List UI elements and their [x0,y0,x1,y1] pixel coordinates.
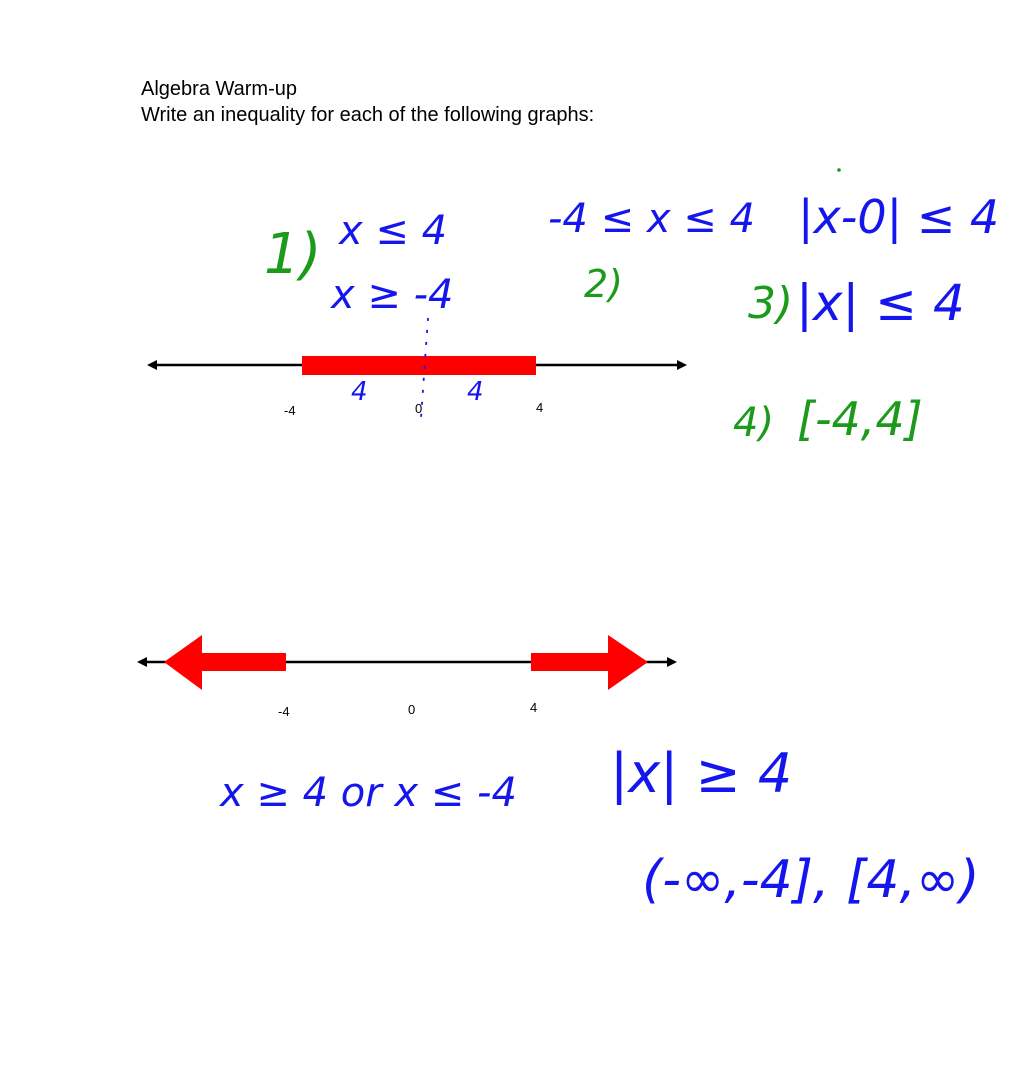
answer-compound-inequality: x ≥ 4 or x ≤ -4 [220,770,517,816]
tick-label-neg4-g1: -4 [284,403,296,418]
axis-arrow-left-1 [147,360,157,370]
answer-interval-notation: (-∞,-4], [4,∞) [642,850,980,910]
answer-number-1: 1) [264,222,322,287]
answer-3-absolute: |x| ≤ 4 [796,274,965,332]
answer-1-line-1: x ≤ 4 [339,208,448,254]
shaded-ray-right [531,635,648,690]
answer-number-4: 4) [733,400,775,446]
axis-arrow-left-2 [137,657,147,667]
shaded-ray-left [164,635,286,690]
answer-absolute-inequality: |x| ≥ 4 [610,742,793,805]
axis-arrow-right-2 [667,657,677,667]
answer-number-3: 3) [748,278,794,329]
number-line-2 [137,635,677,690]
answer-2-inequality: -4 ≤ x ≤ 4 [548,196,755,242]
page-title: Algebra Warm-up [141,78,297,100]
interval-length-right: 4 [467,377,484,407]
interval-length-left: 4 [351,377,368,407]
shaded-interval-1 [302,356,536,375]
tick-label-4-g1: 4 [536,400,544,415]
tick-label-neg4-g2: -4 [278,704,290,719]
answer-1-line-2: x ≥ -4 [331,272,454,318]
tick-label-4-g2: 4 [530,700,538,715]
answer-4-interval: [-4,4] [797,392,923,446]
answer-number-2: 2) [584,262,624,306]
axis-arrow-right-1 [677,360,687,370]
instructions-text: Write an inequality for each of the following graphs: [141,104,595,126]
tick-label-0-g2: 0 [408,702,416,717]
answer-3-alt: |x-0| ≤ 4 [798,190,1000,244]
tick-label-0-g1: 0 [415,401,423,416]
ink-dot [837,168,841,172]
